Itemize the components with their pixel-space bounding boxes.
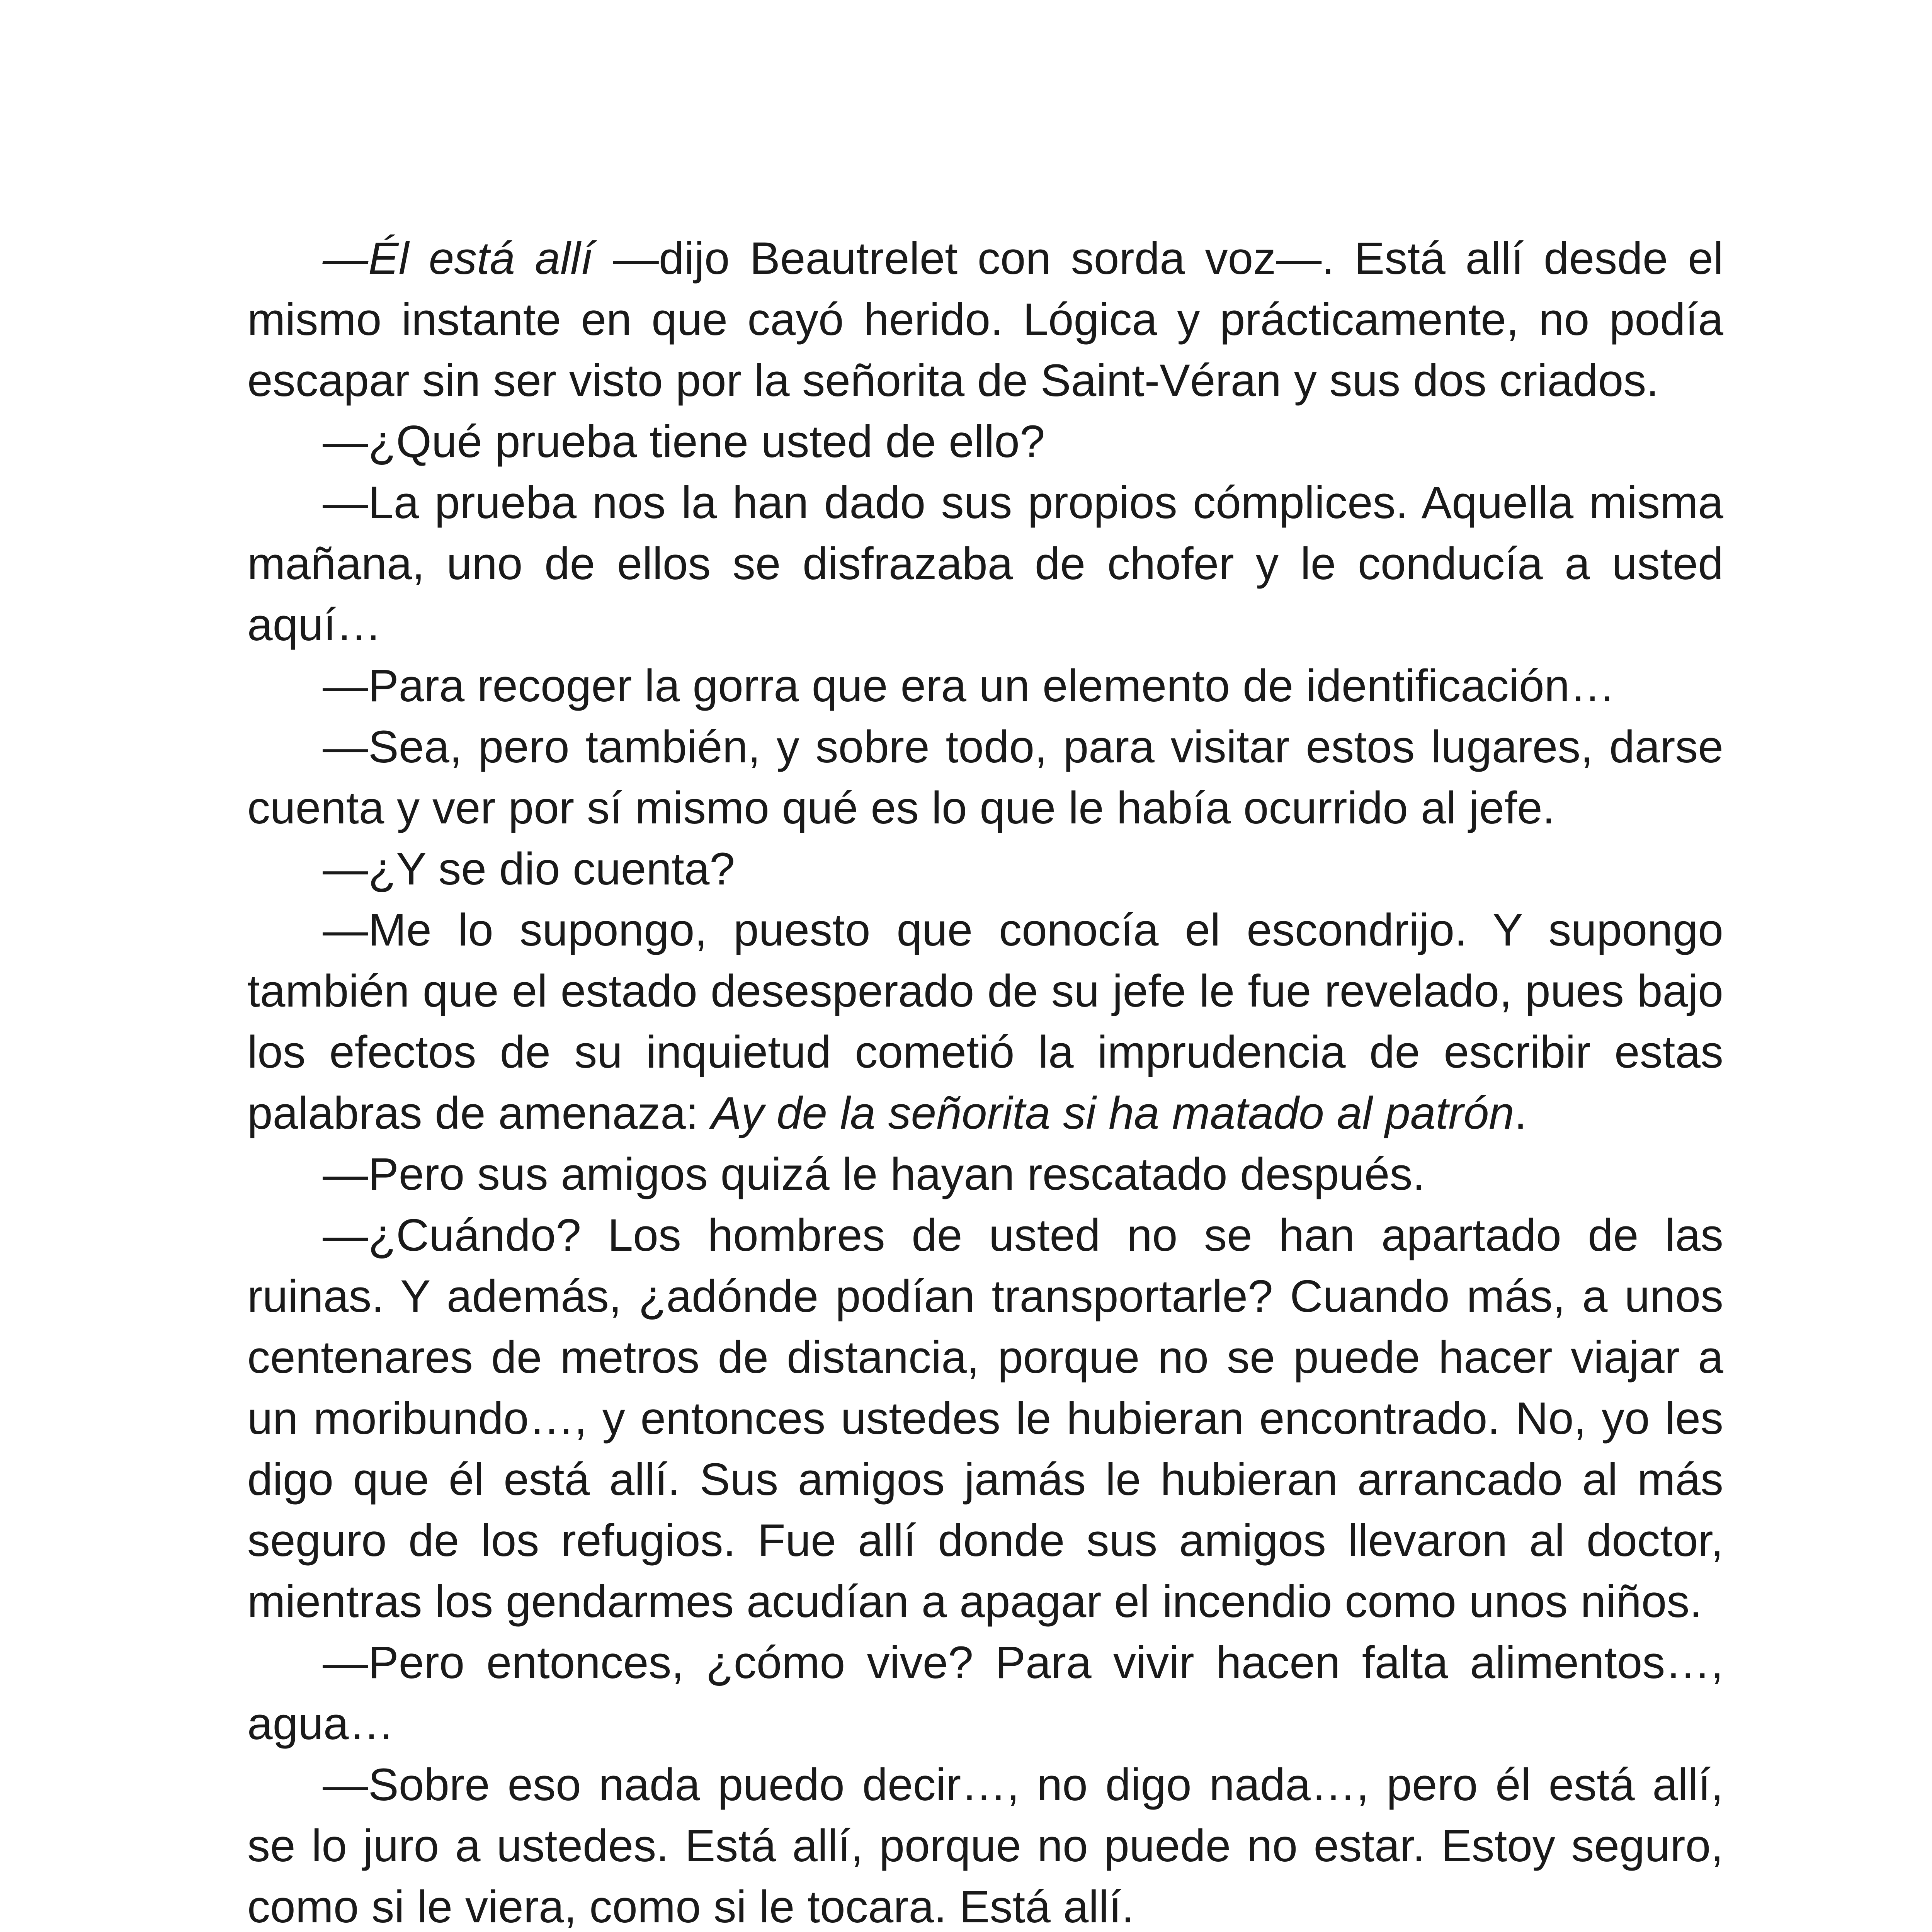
italic-text: Ay de la señorita si ha matado al patrón (711, 1088, 1514, 1139)
paragraph-text: —dijo Beautrelet con sorda voz—. Está allí desde el mismo instante en que cayó herido. Lógica y prácticamente, no podía escapar sin ser visto por la señorita de Saint-Véran y sus dos criados. (247, 233, 1723, 406)
paragraph: —Sobre eso nada puedo decir…, no digo nada…, pero él está allí, se lo juro a ustedes. Está allí, porque no puede no estar. Estoy seguro, como si le viera, como si le tocara. Está allí. (247, 1759, 1723, 1932)
paragraph: —Sea, pero también, y sobre todo, para visitar estos lugares, darse cuenta y ver por sí mismo qué es lo que le había ocurrido al jefe. (247, 721, 1723, 833)
paragraph: —Pero entonces, ¿cómo vive? Para vivir hacen falta alimentos…, agua… (247, 1637, 1723, 1749)
paragraph (247, 900, 1723, 1144)
paragraph-text: —Me lo supongo, puesto que conocía el escondrijo. Y supongo también que el estado desesperado de su jefe le fue revelado, pues bajo los efectos de su inquietud cometió la imprudencia de escribir estas palabras de amenaza: (247, 905, 1723, 1139)
paragraph: —¿Qué prueba tiene usted de ello? (323, 416, 1045, 467)
paragraph: —¿Y se dio cuenta? (323, 844, 735, 895)
paragraph: —Para recoger la gorra que era un elemento de identificación… (323, 660, 1616, 711)
paragraph (247, 228, 1723, 411)
paragraph-text: . (1514, 1088, 1527, 1139)
paragraph: —Pero sus amigos quizá le hayan rescatado después. (323, 1149, 1425, 1200)
paragraph: —La prueba nos la han dado sus propios cómplices. Aquella misma mañana, uno de ellos se disfrazaba de chofer y le conducía a usted aquí… (247, 477, 1723, 650)
body-text (247, 228, 1723, 1932)
paragraph: —¿Cuándo? Los hombres de usted no se han apartado de las ruinas. Y además, ¿adónde podían transportarle? Cuando más, a unos centenares de metros de distancia, porque no se puede hacer viajar a un moribundo…, y entonces ustedes le hubieran encontrado. No, yo les digo que él está allí. Sus amigos jamás le hubieran arrancado al más seguro de los refugios. Fue allí donde sus amigos llevaron al doctor, mientras los gendarmes acudían a apagar el incendio como unos niños. (247, 1210, 1723, 1627)
italic-text: —Él está allí (323, 233, 594, 284)
